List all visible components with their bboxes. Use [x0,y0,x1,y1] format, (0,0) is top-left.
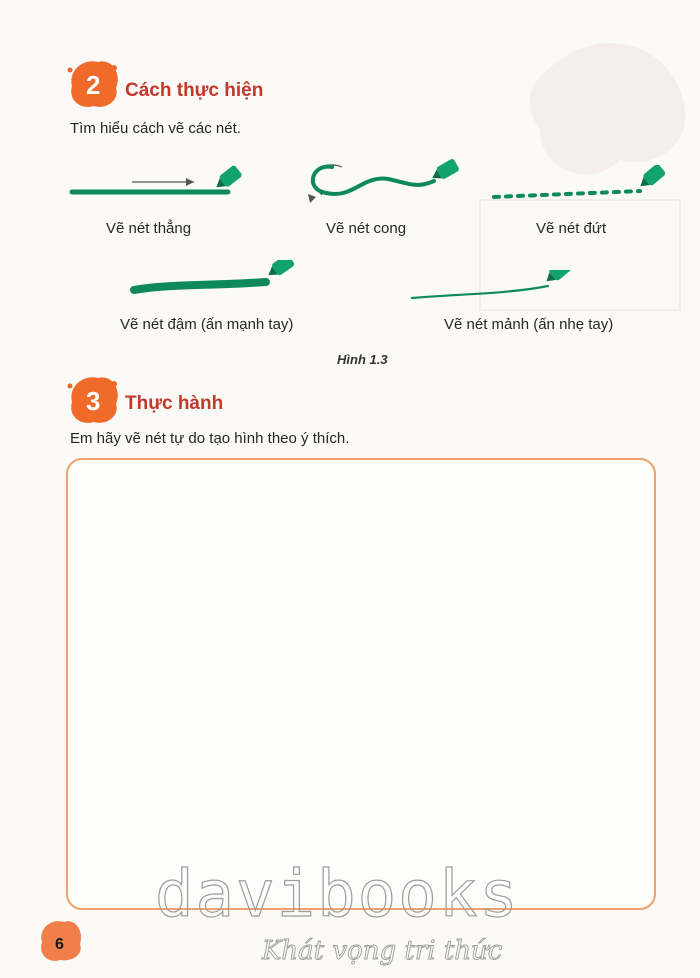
page-number: 6 [55,936,64,953]
curved-line-icon [292,155,462,215]
section-2-title: Cách thực hiện [125,80,264,101]
stroke-label-bold: Vẽ nét đậm (ấn mạnh tay) [120,316,294,333]
straight-line-icon [68,160,258,210]
page-number-badge [36,916,86,964]
section-3-number: 3 [86,386,101,416]
thin-line-icon [408,270,578,310]
stroke-label-straight: Vẽ nét thẳng [106,220,192,237]
stroke-label-thin: Vẽ nét mảnh (ấn nhẹ tay) [444,316,614,333]
stroke-label-dashed: Vẽ nét đứt [536,220,607,237]
bold-line-icon [128,260,298,305]
section-3-intro: Em hãy vẽ nét tự do tạo hình theo ý thích. [70,430,350,447]
section-2-badge [64,56,124,112]
figure-caption: Hình 1.3 [337,352,388,367]
section-3-title: Thực hành [125,393,224,414]
section-2-intro: Tìm hiểu cách vẽ các nét. [70,120,241,137]
stroke-label-curved: Vẽ nét cong [326,220,407,237]
section-3-badge [64,372,124,428]
dashed-line-icon [490,165,675,210]
watermark-brand: davibooks [155,858,520,932]
practice-drawing-area[interactable] [66,458,656,910]
watermark-slogan: Khát vọng tri thức [262,936,503,966]
section-2-number: 2 [86,70,101,100]
